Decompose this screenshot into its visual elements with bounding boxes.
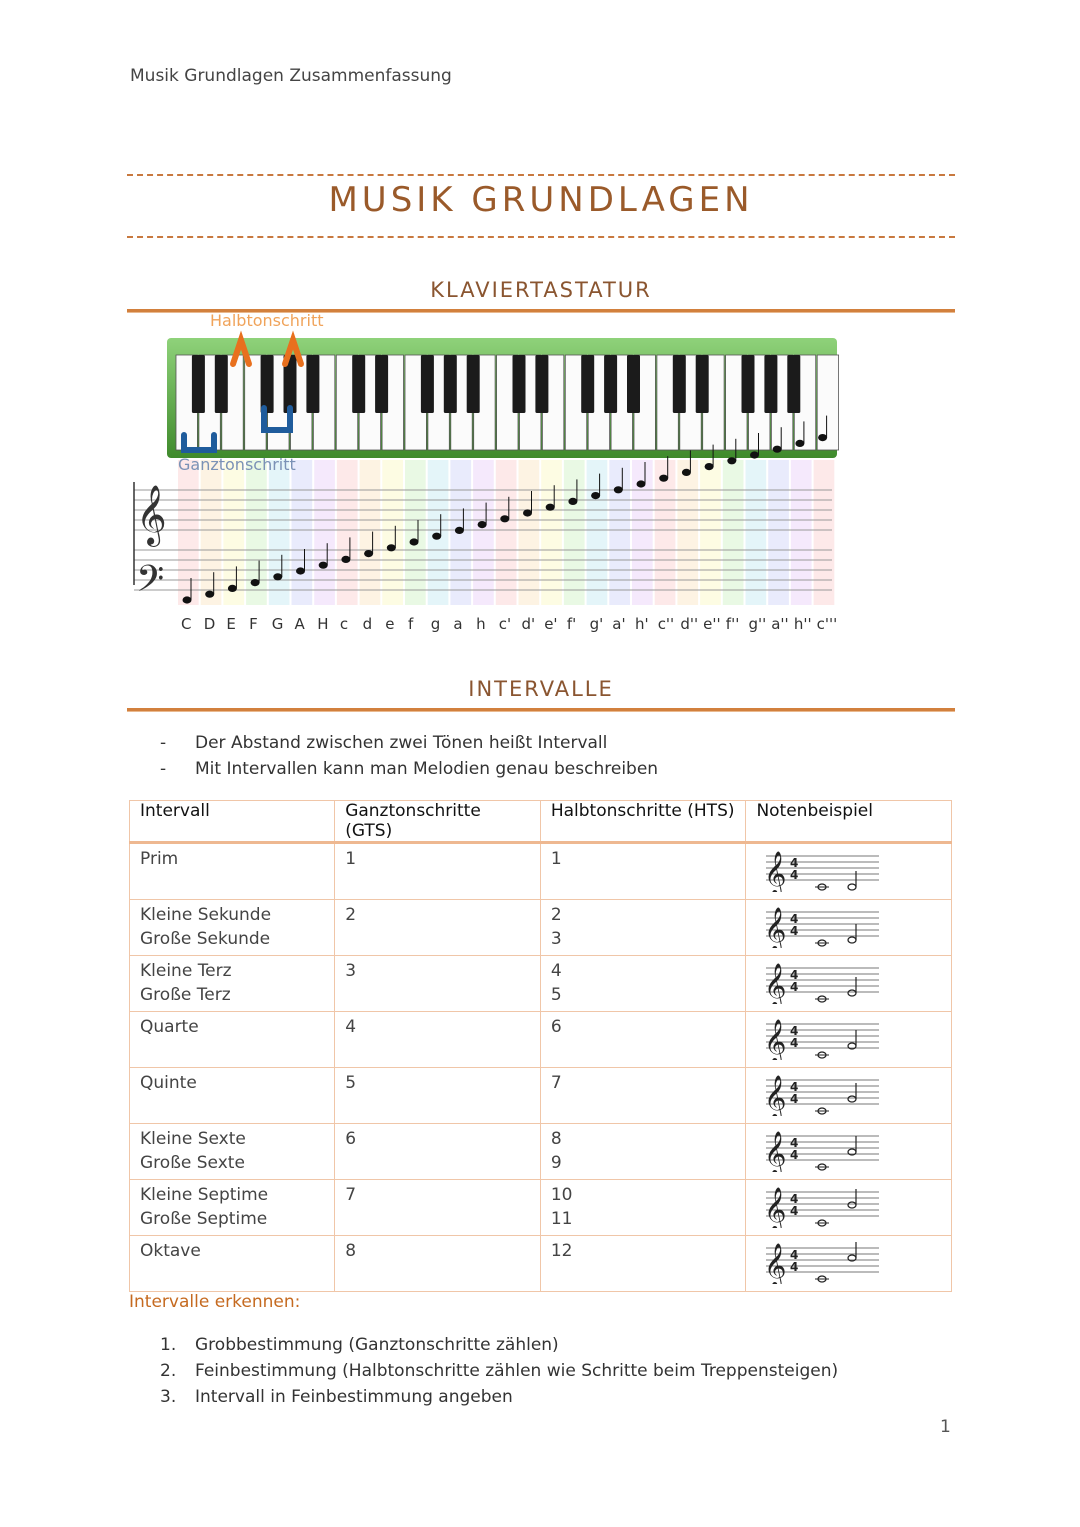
note-head — [273, 573, 282, 580]
hts-value: 8 — [550, 1129, 562, 1149]
note-head — [848, 990, 856, 996]
time-signature-icon: 4 — [790, 856, 799, 870]
note-name-label: g'' — [748, 615, 767, 633]
note-name-label: a'' — [771, 615, 789, 633]
step-number: 1. — [160, 1335, 177, 1355]
treble-clef-icon: 𝄞 — [764, 851, 787, 892]
bullet-text: Mit Intervallen kann man Melodien genau beschreiben — [195, 759, 659, 779]
note-head — [568, 498, 577, 505]
black-key — [192, 355, 205, 413]
cell-interval-name — [130, 956, 335, 1012]
hts-value: 4 — [550, 961, 562, 981]
note-color-column — [496, 460, 517, 605]
hts-value: 7 — [550, 1073, 562, 1093]
time-signature-icon: 4 — [790, 1080, 799, 1094]
note-color-column — [292, 460, 313, 605]
cell-note-example — [746, 1180, 952, 1236]
cell-gts: 3 — [335, 956, 541, 1012]
note-name-label: c''' — [816, 615, 838, 633]
note-color-column — [428, 460, 449, 605]
section-title-intervals: INTERVALLE — [468, 677, 614, 701]
note-color-column — [178, 460, 199, 605]
header-notenbeispiel: Notenbeispiel — [746, 801, 952, 843]
step-number: 3. — [160, 1387, 177, 1407]
note-name-label: h'' — [793, 615, 812, 633]
time-signature-icon: 4 — [790, 1248, 799, 1262]
ganzton-label: Ganztonschritt — [178, 455, 296, 474]
note-name-label: e' — [544, 615, 558, 633]
note-head — [546, 504, 555, 511]
step-text: Intervall in Feinbestimmung angeben — [195, 1387, 513, 1407]
step-text: Grobbestimmung (Ganztonschritte zählen) — [195, 1335, 559, 1355]
note-color-column — [814, 460, 835, 605]
note-color-column — [677, 460, 698, 605]
note-example-staff — [764, 904, 879, 948]
cell-interval-name — [130, 1068, 335, 1124]
note-color-column — [269, 460, 290, 605]
note-name-label: c'' — [657, 615, 675, 633]
note-color-column — [314, 460, 335, 605]
note-color-columns — [178, 460, 834, 605]
time-signature-icon: 4 — [790, 924, 799, 938]
interval-name: Quinte — [140, 1073, 197, 1093]
note-name-label: G — [271, 615, 284, 633]
note-name-label: g' — [589, 615, 604, 633]
treble-clef-icon: 𝄞 — [764, 963, 787, 1004]
note-name-label: d' — [521, 615, 536, 633]
page-number: 1 — [940, 1417, 951, 1437]
note-head — [848, 1202, 856, 1208]
bullet-marker: - — [160, 759, 167, 779]
treble-clef-icon: 𝄞 — [764, 1187, 787, 1228]
cell-interval-name — [130, 1124, 335, 1180]
note-color-column — [223, 460, 244, 605]
black-key — [261, 355, 274, 413]
note-name-label: D — [203, 615, 216, 633]
time-signature-icon: 4 — [790, 1192, 799, 1206]
black-key — [627, 355, 640, 413]
note-color-column — [587, 460, 608, 605]
note-head — [364, 550, 373, 557]
treble-clef-icon: 𝄞 — [764, 1243, 787, 1284]
black-key — [581, 355, 594, 413]
interval-name: Kleine Terz — [140, 961, 232, 981]
cell-gts: 5 — [335, 1068, 541, 1124]
note-name-label: C — [181, 615, 192, 633]
note-name-label: a' — [612, 615, 626, 633]
note-name-label: e'' — [703, 615, 721, 633]
note-head — [818, 434, 827, 441]
note-head — [478, 521, 487, 528]
note-color-column — [382, 460, 403, 605]
black-key — [604, 355, 617, 413]
cell-gts: 1 — [335, 843, 541, 900]
note-name-label: c' — [498, 615, 512, 633]
cell-hts — [540, 1124, 746, 1180]
time-signature-icon: 4 — [790, 1148, 799, 1162]
black-key — [535, 355, 548, 413]
note-color-column — [723, 460, 744, 605]
cell-interval-name — [130, 1180, 335, 1236]
note-head — [523, 509, 532, 516]
note-color-column — [791, 460, 812, 605]
black-key — [352, 355, 365, 413]
note-color-column — [700, 460, 721, 605]
note-color-column — [473, 460, 494, 605]
note-color-column — [746, 460, 767, 605]
black-key — [215, 355, 228, 413]
bullet-list — [160, 733, 658, 785]
note-color-column — [655, 460, 676, 605]
note-name-label: F — [249, 615, 258, 633]
note-head — [341, 556, 350, 563]
cell-hts — [540, 1068, 746, 1124]
note-name-label: g — [430, 615, 441, 633]
black-key — [306, 355, 319, 413]
step-number: 2. — [160, 1361, 177, 1381]
table-row — [130, 1068, 952, 1124]
note-head — [659, 475, 668, 482]
note-head — [848, 884, 856, 890]
note-head — [637, 480, 646, 487]
note-name-label: e — [385, 615, 395, 633]
treble-clef-icon: 𝄞 — [764, 1131, 787, 1172]
interval-name: Quarte — [140, 1017, 199, 1037]
list-item — [160, 1361, 838, 1387]
note-color-column — [609, 460, 630, 605]
hts-value: 6 — [550, 1017, 562, 1037]
note-name-label: f — [408, 615, 414, 633]
hts-value: 3 — [550, 929, 562, 949]
note-head — [296, 567, 305, 574]
time-signature-icon: 4 — [790, 1036, 799, 1050]
table-row — [130, 956, 952, 1012]
note-head — [750, 451, 759, 458]
table-header-row — [130, 801, 952, 843]
table-row — [130, 843, 952, 900]
treble-clef-icon: 𝄞 — [764, 1075, 787, 1116]
note-color-column — [768, 460, 789, 605]
note-name-label: f' — [566, 615, 577, 633]
note-name-labels — [181, 615, 837, 633]
cell-interval-name — [130, 900, 335, 956]
treble-clef-icon: 𝄞 — [764, 907, 787, 948]
note-head — [773, 446, 782, 453]
time-signature-icon: 4 — [790, 1024, 799, 1038]
note-head — [591, 492, 600, 499]
hts-value: 10 — [550, 1185, 573, 1205]
note-example-staff — [764, 1240, 879, 1284]
black-key — [787, 355, 800, 413]
note-color-column — [564, 460, 585, 605]
black-key — [467, 355, 480, 413]
note-example-staff — [764, 1128, 879, 1172]
black-key — [444, 355, 457, 413]
cell-interval-name — [130, 1236, 335, 1292]
note-name-label: d — [362, 615, 373, 633]
white-keys — [176, 355, 839, 450]
cell-interval-name — [130, 1012, 335, 1068]
recognize-steps — [160, 1335, 838, 1413]
cell-interval-name — [130, 843, 335, 900]
hts-value: 11 — [550, 1209, 573, 1229]
piano-keyboard-figure — [120, 300, 860, 650]
table-row — [130, 900, 952, 956]
list-item — [160, 1387, 838, 1413]
table-row — [130, 1236, 952, 1292]
note-color-column — [405, 460, 426, 605]
interval-name: Kleine Sekunde — [140, 905, 272, 925]
note-head — [432, 533, 441, 540]
table-row — [130, 1012, 952, 1068]
note-color-column — [201, 460, 222, 605]
black-key — [421, 355, 434, 413]
cell-note-example — [746, 1012, 952, 1068]
title-bottom-divider — [127, 236, 955, 238]
interval-name: Große Terz — [140, 985, 231, 1005]
black-key — [513, 355, 526, 413]
note-color-column — [519, 460, 540, 605]
note-head — [205, 591, 214, 598]
cell-note-example — [746, 1124, 952, 1180]
note-name-label: a — [453, 615, 463, 633]
section-title-keyboard: KLAVIERTASTATUR — [430, 278, 652, 302]
list-item — [160, 733, 658, 759]
note-color-column — [337, 460, 358, 605]
time-signature-icon: 4 — [790, 980, 799, 994]
cell-gts: 7 — [335, 1180, 541, 1236]
treble-clef-icon: 𝄞 — [764, 1019, 787, 1060]
hts-value: 9 — [550, 1153, 562, 1173]
note-head — [614, 486, 623, 493]
note-head — [500, 515, 509, 522]
note-head — [387, 544, 396, 551]
note-name-label: c — [339, 615, 349, 633]
halbton-label: Halbtonschritt — [210, 311, 324, 330]
header-intervall: Intervall — [130, 801, 335, 843]
cell-note-example — [746, 1236, 952, 1292]
black-key — [742, 355, 755, 413]
note-example-staff — [764, 848, 879, 892]
note-name-label: f'' — [725, 615, 740, 633]
step-text: Feinbestimmung (Halbtonschritte zählen wie Schritte beim Treppensteigen) — [195, 1361, 839, 1381]
hts-value: 12 — [550, 1241, 573, 1261]
cell-hts — [540, 1180, 746, 1236]
recognize-heading: Intervalle erkennen: — [129, 1292, 301, 1312]
time-signature-icon: 4 — [790, 912, 799, 926]
note-name-label: E — [226, 615, 236, 633]
list-item — [160, 1335, 838, 1361]
treble-clef-icon: 𝄞 — [136, 485, 167, 545]
interval-name: Große Sekunde — [140, 929, 271, 949]
note-example-staff — [764, 1072, 879, 1116]
header-hts: Halbtonschritte (HTS) — [540, 801, 746, 843]
note-example-staff — [764, 1184, 879, 1228]
hts-value: 5 — [550, 985, 562, 1005]
black-key — [696, 355, 709, 413]
time-signature-icon: 4 — [790, 968, 799, 982]
note-head — [705, 463, 714, 470]
cell-note-example — [746, 956, 952, 1012]
interval-name: Große Sexte — [140, 1153, 245, 1173]
hts-value: 1 — [550, 849, 562, 869]
cell-note-example — [746, 900, 952, 956]
note-head — [410, 538, 419, 545]
note-name-label: h' — [635, 615, 649, 633]
cell-hts — [540, 956, 746, 1012]
time-signature-icon: 4 — [790, 1260, 799, 1274]
cell-hts — [540, 1236, 746, 1292]
bullet-marker: - — [160, 733, 167, 753]
note-name-label: A — [294, 615, 305, 633]
note-color-column — [541, 460, 562, 605]
cell-note-example — [746, 843, 952, 900]
time-signature-icon: 4 — [790, 1136, 799, 1150]
black-key — [673, 355, 686, 413]
cell-hts — [540, 900, 746, 956]
time-signature-icon: 4 — [790, 1092, 799, 1106]
page-title: MUSIK GRUNDLAGEN — [328, 180, 754, 220]
note-example-staff — [764, 960, 879, 1004]
interval-table — [129, 800, 952, 1292]
bullet-text: Der Abstand zwischen zwei Tönen heißt Intervall — [195, 733, 608, 753]
note-head — [795, 440, 804, 447]
cell-note-example — [746, 1068, 952, 1124]
cell-gts: 4 — [335, 1012, 541, 1068]
title-top-divider — [127, 174, 955, 176]
note-head — [682, 469, 691, 476]
list-item — [160, 759, 658, 785]
interval-name: Kleine Septime — [140, 1185, 269, 1205]
section-rule-intervals — [127, 708, 955, 712]
note-head — [183, 596, 192, 603]
cell-hts — [540, 1012, 746, 1068]
table-row — [130, 1124, 952, 1180]
note-head — [848, 937, 856, 943]
header-gts: Ganztonschritte (GTS) — [335, 801, 541, 843]
note-name-label: h — [476, 615, 486, 633]
note-name-label: H — [317, 615, 329, 633]
cell-gts: 6 — [335, 1124, 541, 1180]
cell-gts: 8 — [335, 1236, 541, 1292]
note-head — [319, 562, 328, 569]
interval-name: Oktave — [140, 1241, 201, 1261]
note-head — [251, 579, 260, 586]
cell-gts: 2 — [335, 900, 541, 956]
note-color-column — [360, 460, 381, 605]
page-header: Musik Grundlagen Zusammenfassung — [130, 66, 452, 86]
black-key — [764, 355, 777, 413]
time-signature-icon: 4 — [790, 1204, 799, 1218]
interval-name: Große Septime — [140, 1209, 268, 1229]
table-row — [130, 1180, 952, 1236]
note-head — [848, 1096, 856, 1102]
bass-clef-icon: 𝄢 — [136, 558, 165, 609]
note-name-label: d'' — [680, 615, 699, 633]
note-head — [455, 527, 464, 534]
interval-name: Prim — [140, 849, 179, 869]
note-head — [727, 457, 736, 464]
note-head — [228, 585, 237, 592]
time-signature-icon: 4 — [790, 868, 799, 882]
hts-value: 2 — [550, 905, 562, 925]
note-example-staff — [764, 1016, 879, 1060]
interval-name: Kleine Sexte — [140, 1129, 246, 1149]
cell-hts — [540, 843, 746, 900]
black-key — [375, 355, 388, 413]
